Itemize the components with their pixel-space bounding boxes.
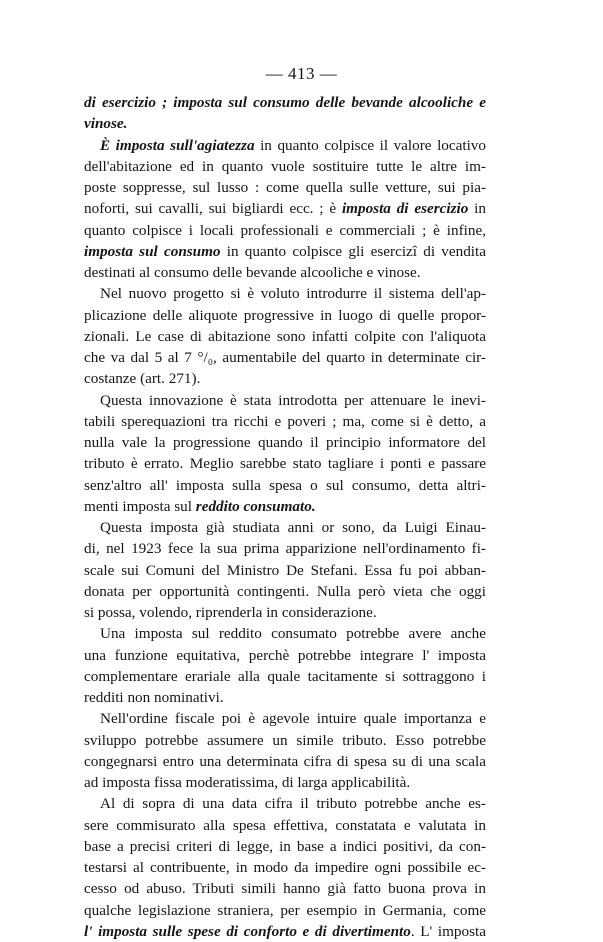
text-line <box>84 623 486 644</box>
text-run: poste soppresse, sul lusso : come quella sulle vetture, sui pia- <box>84 179 486 196</box>
text-run: ad imposta fissa moderatissima, di larga applicabilità. <box>84 774 411 791</box>
text-run: cesso od abuso. Tributi simili hanno già fatto buona prova in <box>84 880 486 898</box>
body-text <box>84 92 486 942</box>
text-line <box>84 857 486 878</box>
text-run: nulla vale la progressione quando il principio informatore del <box>84 434 486 451</box>
text-line <box>84 602 486 623</box>
emphasized-text: vinose. <box>84 115 128 133</box>
text-line <box>84 921 486 942</box>
text-run: Una imposta sul reddito consumato potrebbe avere anche <box>100 625 486 643</box>
text-line <box>84 900 486 921</box>
text-line <box>84 708 486 729</box>
text-line <box>84 432 486 453</box>
text-run: in <box>468 200 486 218</box>
page-number: — 413 — <box>265 64 338 83</box>
emphasized-text: di esercizio ; imposta sul consumo delle bevande alcooliche e <box>84 94 486 111</box>
text-line <box>84 326 486 347</box>
emphasized-text: l' imposta sulle spese di conforto e di divertimento <box>84 922 411 940</box>
text-line <box>84 241 486 262</box>
text-run: sviluppo potrebbe assumere un simile tributo. Esso potrebbe <box>84 731 486 749</box>
emphasized-text: È imposta sull'agiatezza <box>100 136 255 154</box>
text-line <box>84 772 486 793</box>
text-line <box>84 581 486 602</box>
text-line <box>84 347 486 368</box>
text-line <box>84 751 486 772</box>
text-run: congegnarsi entro una determinata cifra di spesa su di una scala <box>84 752 486 770</box>
text-run: Nel nuovo progetto si è voluto introdurre il sistema dell'ap- <box>100 285 486 303</box>
text-line <box>84 156 486 177</box>
text-run: che va dal 5 al 7 °/₀, aumentabile del quarto in determinate cir- <box>84 349 486 366</box>
emphasized-text: reddito consumato. <box>195 497 316 515</box>
text-line <box>84 92 486 113</box>
text-run: plicazione delle aliquote progressive in luogo di quelle propor- <box>84 306 486 324</box>
text-run: in quanto colpisce il valore locativo <box>254 136 486 154</box>
text-line <box>84 220 486 241</box>
text-line <box>84 666 486 687</box>
text-run: senz'altro all' imposta sulla spesa o sul consumo, detta altri- <box>84 476 486 494</box>
text-line <box>84 517 486 538</box>
emphasized-text: imposta di esercizio <box>341 200 469 218</box>
text-run: in quanto colpisce gli esercizî di vendita <box>220 242 486 260</box>
text-line <box>84 453 486 474</box>
text-run: donata per opportunità contingenti. Nulla però vieta che oggi <box>84 582 486 600</box>
text-line <box>84 730 486 751</box>
text-line <box>84 135 486 156</box>
text-line <box>84 793 486 814</box>
text-line <box>84 836 486 857</box>
text-run: Questa imposta già studiata anni or sono, da Luigi Einau- <box>100 519 486 536</box>
text-run: dell'abitazione ed in quanto vuole sostituire tutte le altre im- <box>84 157 486 175</box>
text-run: di, nel 1923 fece la sua prima apparizione nell'ordinamento fi- <box>84 540 486 558</box>
text-line <box>84 538 486 559</box>
text-line <box>84 411 486 432</box>
text-run: qualche legislazione straniera, per esempio in Germania, come <box>84 901 486 919</box>
text-run: sere commisurato alla spesa effettiva, constatata e valutata in <box>84 816 486 834</box>
emphasized-text: imposta sul consumo <box>84 242 221 260</box>
text-line <box>84 262 486 283</box>
text-run: tributo è errato. Meglio sarebbe stato tagliare i ponti e passare <box>84 455 486 473</box>
text-run: testarsi al contribuente, in modo da impedire ogni possibile ec- <box>84 859 486 876</box>
text-run: tabili sperequazioni tra ricchi e poveri ; ma, come si è detto, a <box>84 412 486 430</box>
text-run: zionali. Le case di abitazione sono infatti colpite con l'aliquota <box>84 327 486 345</box>
text-line <box>84 815 486 836</box>
text-run: noforti, sui cavalli, sui bigliardi ecc. ; è <box>84 200 342 218</box>
text-line <box>84 560 486 581</box>
text-line <box>84 390 486 411</box>
text-line <box>84 368 486 389</box>
text-run: una funzione equitativa, perchè potrebbe integrare l' imposta <box>84 646 486 664</box>
text-line <box>84 283 486 304</box>
text-run: menti imposta sul <box>84 497 196 515</box>
text-run: Al di sopra di una data cifra il tributo potrebbe anche es- <box>100 795 486 813</box>
text-run: complementare erariale alla quale tacitamente si sottraggono i <box>84 667 486 685</box>
text-run: si possa, volendo, riprenderla in considerazione. <box>84 604 377 621</box>
text-run: Questa innovazione è stata introdotta per attenuare le inevi- <box>100 391 486 409</box>
text-run: . L' imposta <box>410 922 486 940</box>
text-run: scale sui Comuni del Ministro De Stefani. Essa fu poi abban- <box>84 561 486 579</box>
text-run: redditi non nominativi. <box>84 689 224 706</box>
text-line <box>84 496 486 517</box>
text-line <box>84 198 486 219</box>
text-line <box>84 113 486 134</box>
text-line <box>84 475 486 496</box>
text-line <box>84 305 486 326</box>
text-line <box>84 687 486 708</box>
text-run: quanto colpisce i locali professionali e commerciali ; è infine, <box>84 221 486 239</box>
text-run: destinati al consumo delle bevande alcooliche e vinose. <box>84 264 421 281</box>
text-run: costanze (art. 271). <box>84 370 201 388</box>
text-run: Nell'ordine fiscale poi è agevole intuire quale importanza e <box>100 710 486 728</box>
text-line <box>84 645 486 666</box>
text-run: base a precisi criteri di legge, in base a indici positivi, da con- <box>84 837 486 855</box>
text-line <box>84 177 486 198</box>
text-line <box>84 878 486 899</box>
